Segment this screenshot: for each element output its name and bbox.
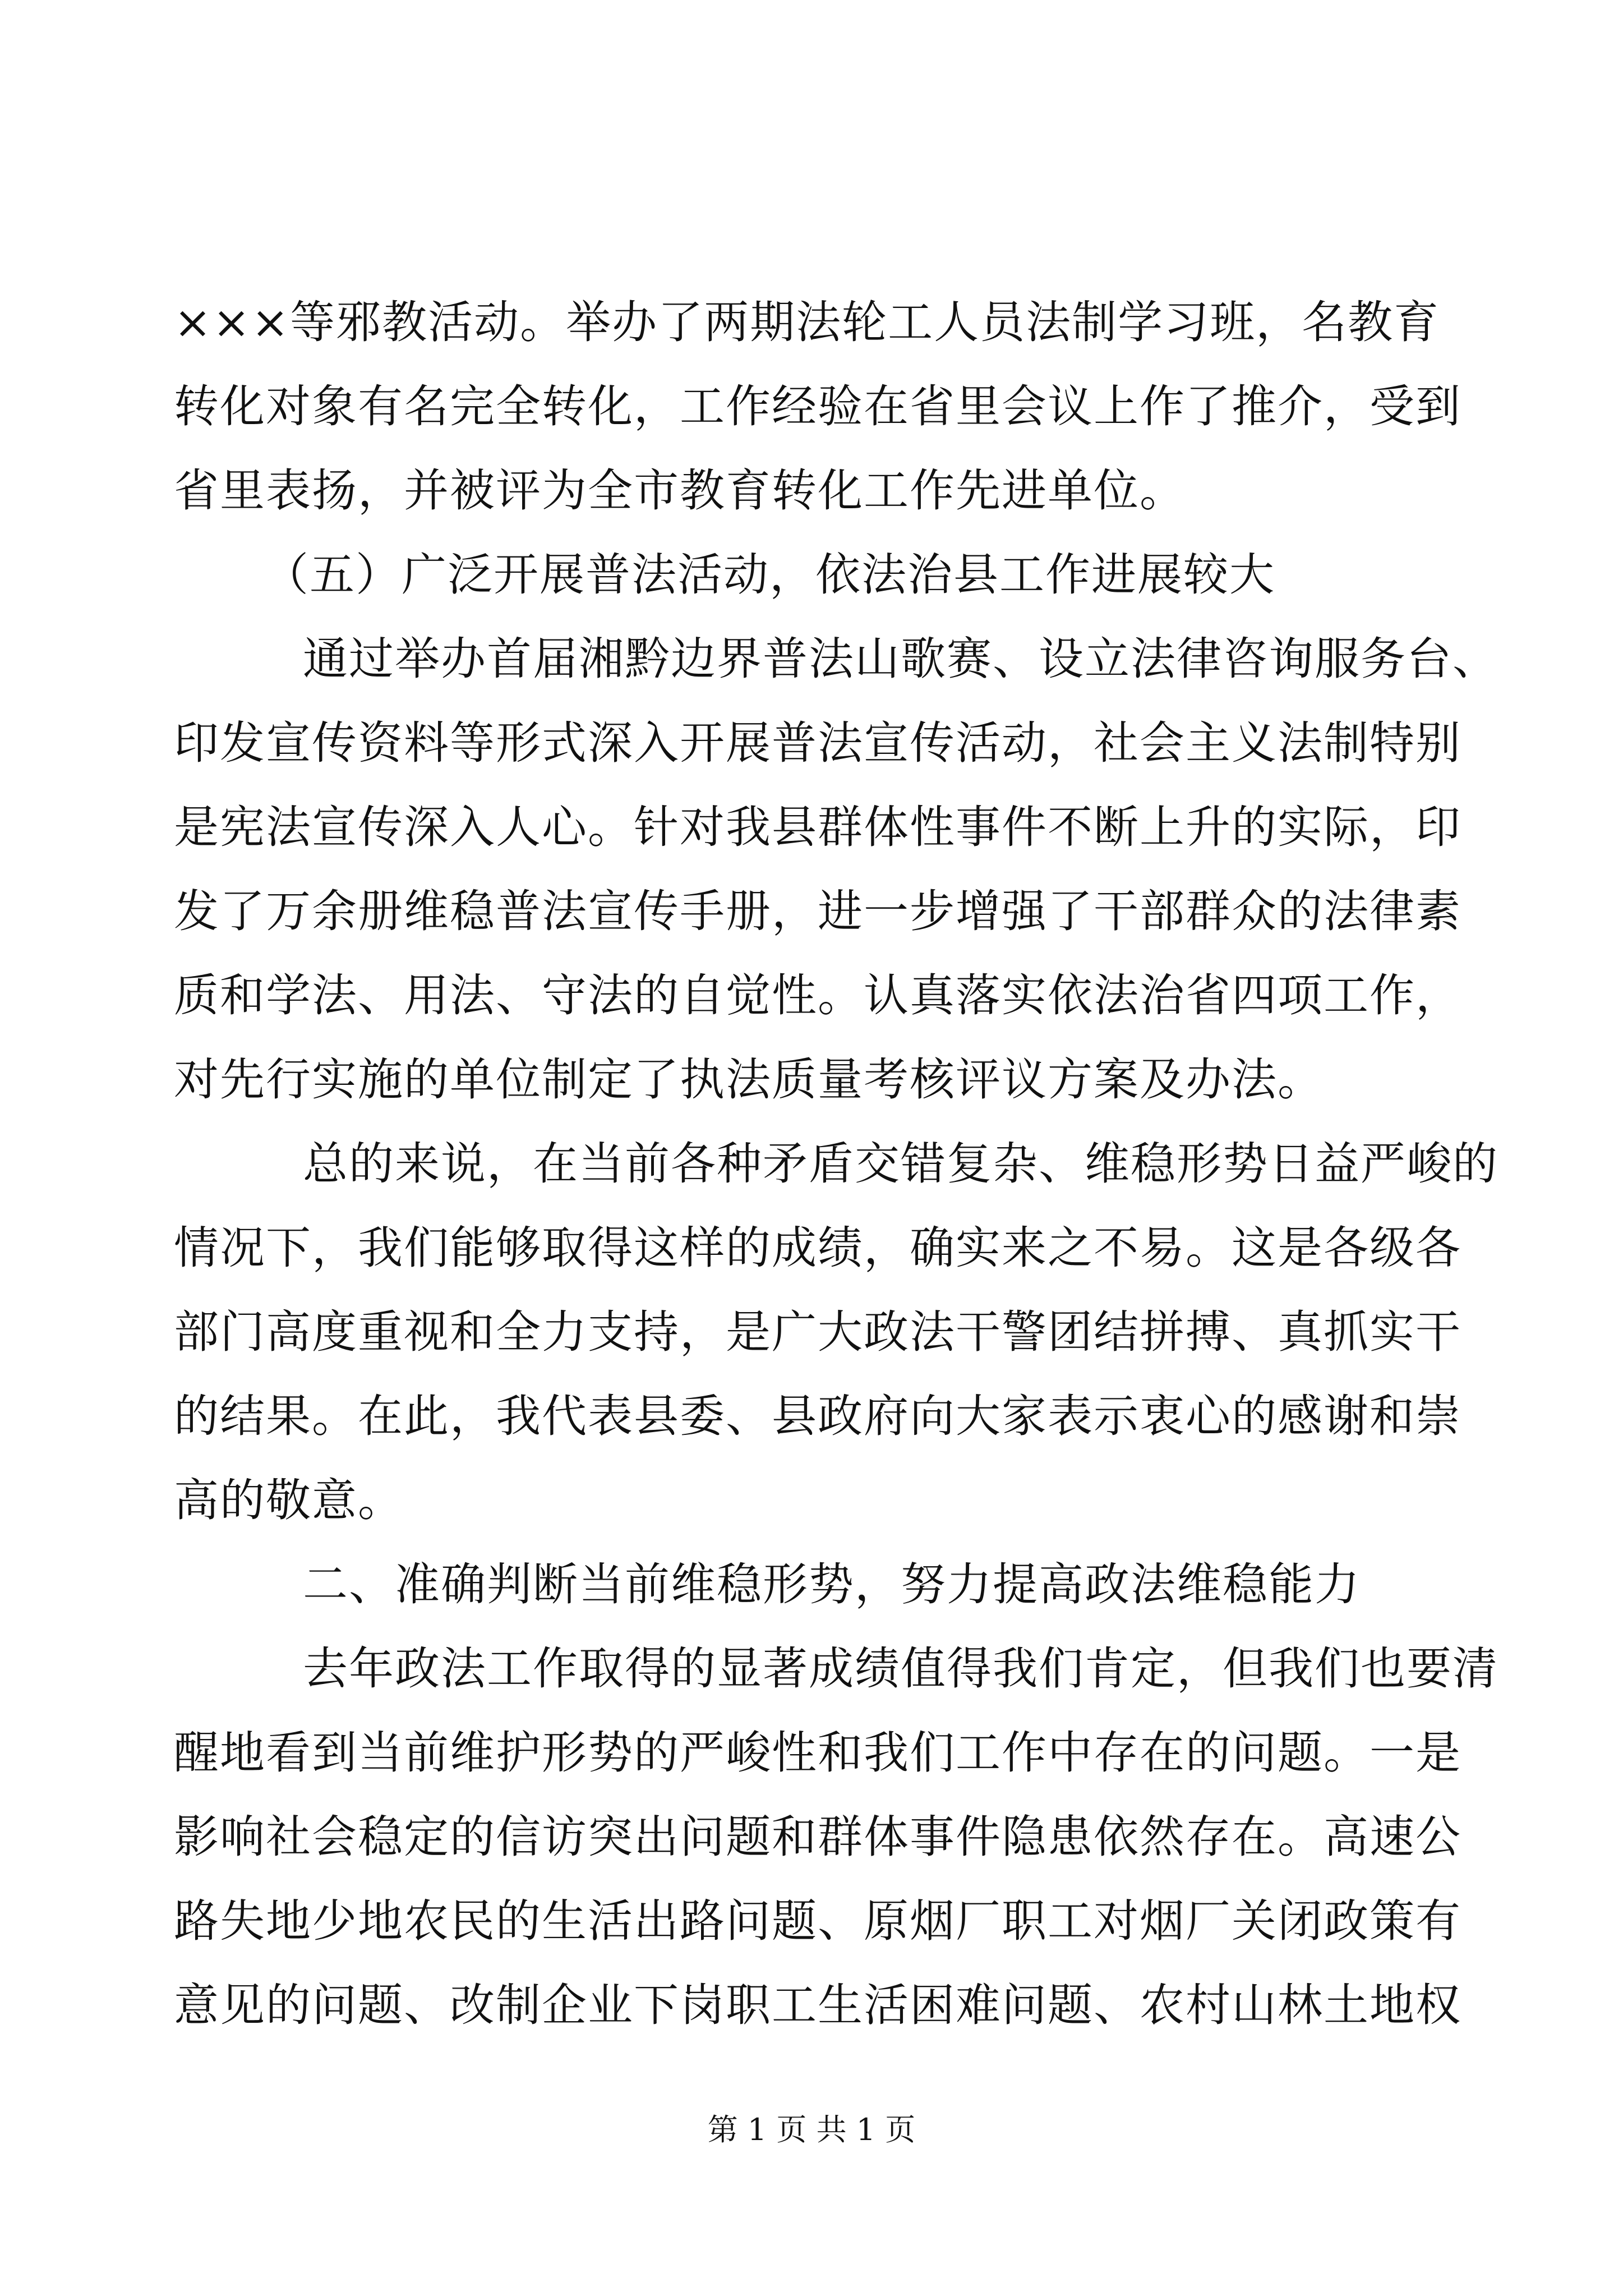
text-line: 转化对象有名完全转化，工作经验在省里会议上作了推介，受到 — [174, 380, 1461, 432]
text-line: 情况下，我们能够取得这样的成绩，确实来之不易。这是各级各 — [174, 1222, 1461, 1274]
text-line: 印发宣传资料等形式深入开展普法宣传活动，社会主义法制特别 — [174, 717, 1461, 769]
text-line: 对先行实施的单位制定了执法质量考核评议方案及办法。 — [174, 1053, 1324, 1106]
text-line: 的结果。在此，我代表县委、县政府向大家表示衷心的感谢和崇 — [174, 1390, 1461, 1442]
text-line: 去年政法工作取得的显著成绩值得我们肯定，但我们也要清 — [303, 1642, 1498, 1695]
text-line: 发了万余册维稳普法宣传手册，进一步增强了干部群众的法律素 — [174, 885, 1461, 937]
text-line: 路失地少地农民的生活出路问题、原烟厂职工对烟厂关闭政策有 — [174, 1895, 1461, 1947]
text-line: 影响社会稳定的信访突出问题和群体事件隐患依然存在。高速公 — [174, 1811, 1461, 1863]
section-heading: 二、准确判断当前维稳形势，努力提高政法维稳能力 — [303, 1558, 1361, 1611]
text-line: 意见的问题、改制企业下岗职工生活困难问题、农村山林土地权 — [174, 1979, 1461, 2031]
text-line: 省里表扬，并被评为全市教育转化工作先进单位。 — [174, 464, 1186, 517]
text-line: 醒地看到当前维护形势的严峻性和我们工作中存在的问题。一是 — [174, 1727, 1461, 1779]
text-line: ×××等邪教活动。举办了两期法轮工人员法制学习班，名教育 — [174, 296, 1440, 348]
text-line: 部门高度重视和全力支持，是广大政法干警团结拼搏、真抓实干 — [174, 1306, 1461, 1358]
section-heading: （五）广泛开展普法活动，依法治县工作进展较大 — [264, 549, 1275, 601]
text-line: 通过举办首届湘黔边界普法山歌赛、设立法律咨询服务台、 — [303, 633, 1498, 685]
text-line: 质和学法、用法、守法的自觉性。认真落实依法治省四项工作， — [174, 969, 1461, 1022]
text-line: 高的敬意。 — [174, 1474, 404, 1526]
page-footer — [0, 2110, 1623, 2150]
page-number-label: 第 1 页 共 1 页 — [707, 2112, 916, 2147]
text-line: 总的来说，在当前各种矛盾交错复杂、维稳形势日益严峻的 — [303, 1138, 1498, 1190]
text-line: 是宪法宣传深入人心。针对我县群体性事件不断上升的实际，印 — [174, 801, 1461, 853]
